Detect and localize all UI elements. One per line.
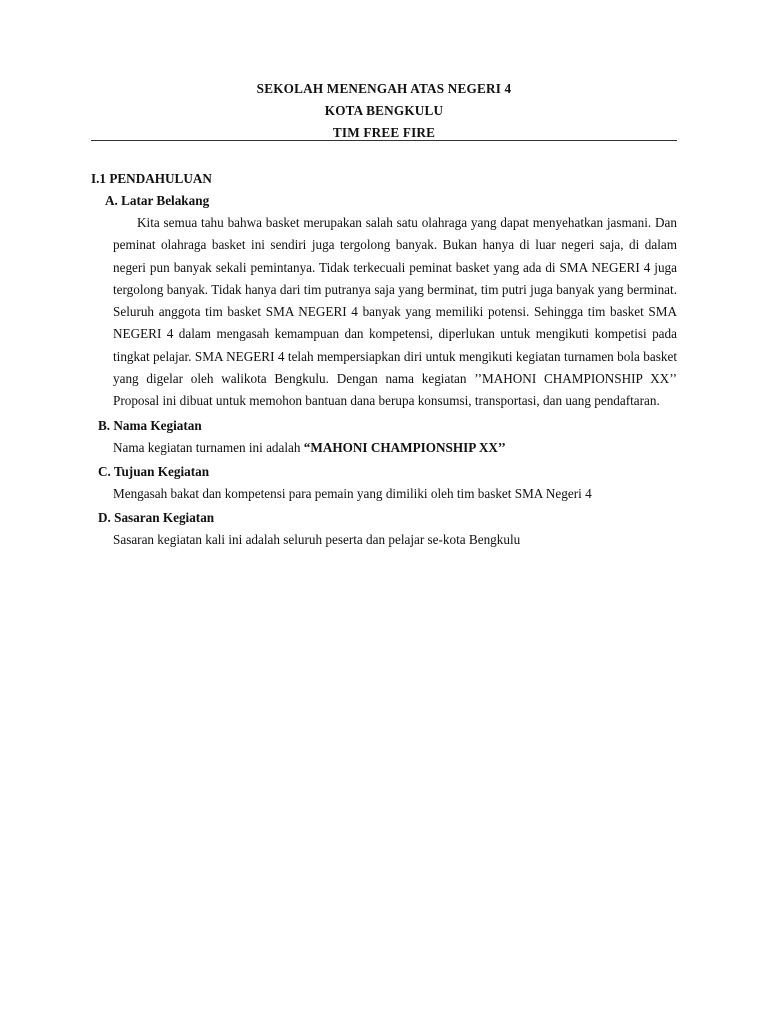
subsection-c-body: Mengasah bakat dan kompetensi para pemain yang dimiliki oleh tim basket SMA Negeri 4 bbox=[113, 485, 592, 501]
subsection-b-body bbox=[113, 437, 677, 459]
school-name: SEKOLAH MENENGAH ATAS NEGERI 4 bbox=[256, 81, 512, 96]
subsection-b-title: B. Nama Kegiatan bbox=[98, 417, 202, 433]
subsection-a-body: Kita semua tahu bahwa basket merupakan salah satu olahraga yang dapat menyehatkan jasmani. Dan peminat olahraga basket ini sendiri juga tergolong banyak. Bukan hanya di luar negeri saja, di dalam negeri pun banyak sekali pemintanya. Tidak terkecuali peminat basket yang ada di SMA NEGERI 4 juga tergolong banyak. Tidak hanya dari tim putranya saja yang berminat, tim putri juga banyak yang berminat. Seluruh anggota tim basket SMA NEGERI 4 banyak yang memiliki potensi. Sehingga tim basket SMA NEGERI 4 dalam mengasah kemampuan dan kompetensi, diperlukan untuk mengikuti kompetisi pada tingkat pelajar. SMA NEGERI 4 telah mempersiapkan diri untuk mengikuti kegiatan turnamen bola basket yang digelar oleh walikota Bengkulu. Dengan nama kegiatan ’’MAHONI CHAMPIONSHIP XX’’ Proposal ini dibuat untuk memohon bantuan dana berupa konsumsi, transportasi, dan uang pendaftaran. bbox=[113, 215, 677, 409]
subsection-c-title: C. Tujuan Kegiatan bbox=[98, 463, 210, 479]
city-name: KOTA BENGKULU bbox=[324, 103, 444, 118]
section-title: I.1 PENDAHULUAN bbox=[91, 171, 212, 186]
subsection-d-title: D. Sasaran Kegiatan bbox=[98, 509, 215, 525]
subsection-d-body: Sasaran kegiatan kali ini adalah seluruh peserta dan pelajar se-kota Bengkulu bbox=[113, 531, 521, 547]
document-header bbox=[91, 78, 677, 144]
header-divider bbox=[91, 140, 677, 141]
event-name: “MAHONI CHAMPIONSHIP XX’’ bbox=[303, 439, 506, 455]
event-prefix: Nama kegiatan turnamen ini adalah bbox=[113, 439, 304, 455]
document-body bbox=[91, 168, 677, 551]
team-name: TIM FREE FIRE bbox=[332, 125, 436, 140]
subsection-a-title: A. Latar Belakang bbox=[105, 193, 210, 208]
